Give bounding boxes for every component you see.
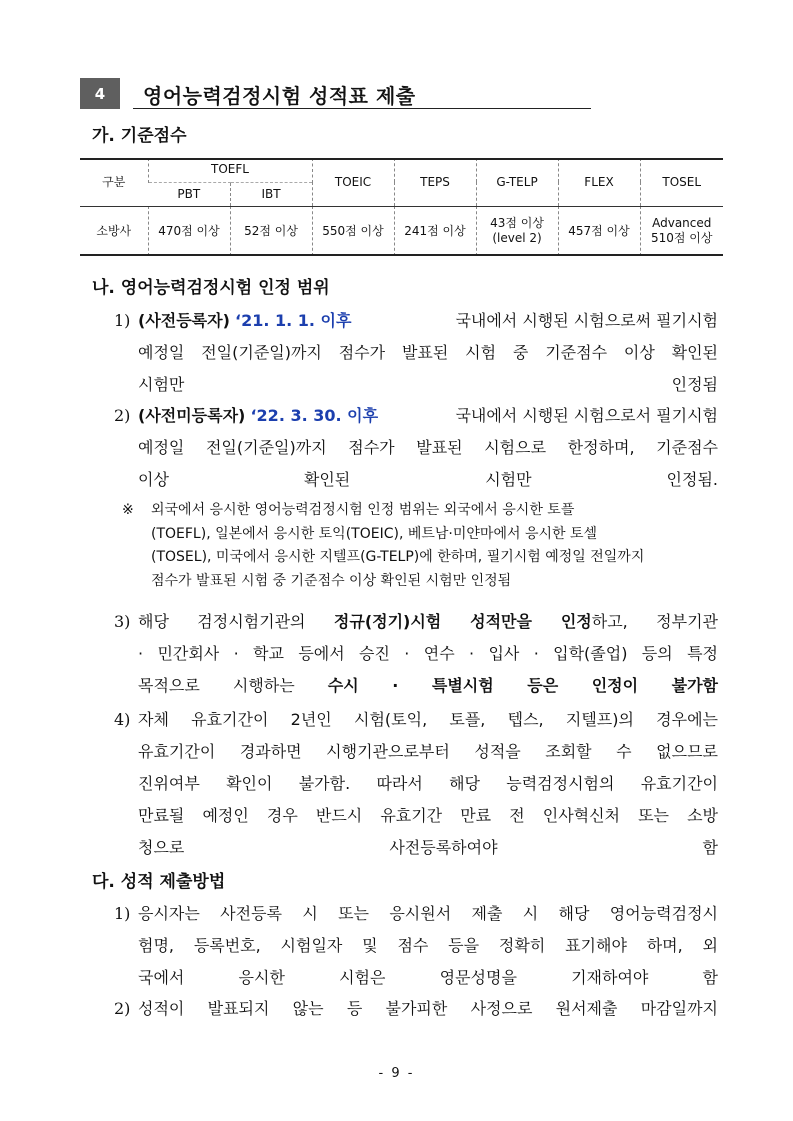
scope-item3-line3-pre: 목적으로 시행하는 (138, 676, 295, 695)
table-header-gubun: 구분 (102, 174, 126, 189)
submission-item2-number: 2) (114, 999, 131, 1018)
subheading-criteria: 가. 기준점수 (92, 126, 187, 146)
scope-note-line2: (TOEFL), 일본에서 응시한 토익(TOEIC), 베트남·미얀마에서 응시한 토셀 (151, 525, 598, 542)
table-header-gtelp: G-TELP (476, 158, 558, 206)
scope-item1-number: 1) (114, 311, 131, 330)
scope-item1 (138, 305, 718, 401)
table-cell-gtelp (476, 206, 558, 256)
table-cell-toeic: 550점 이상 (312, 206, 394, 256)
scope-item4 (138, 704, 718, 864)
table-cell-tosel-score: 510점 이상 (651, 231, 713, 245)
scope-item4-text4: 만료될 예정인 경우 반드시 유효기간 만료 전 인사혁신처 또는 소방 (138, 806, 718, 825)
scope-item4-text5: 청으로 사전등록하여야 함 (138, 838, 718, 857)
section-title: 영어능력검정시험 성적표 제출 (143, 84, 416, 108)
table-cell-ibt: 52점 이상 (230, 206, 312, 256)
table-cell-flex: 457점 이상 (558, 206, 640, 256)
scope-item4-text1: 자체 유효기간이 2년인 시험(토익, 토플, 텝스, 지텔프)의 경우에는 (138, 710, 718, 729)
table-row-label: 소방사 (96, 223, 132, 238)
table-header-toeic: TOEIC (312, 158, 394, 206)
table-header-pbt: PBT (148, 182, 230, 206)
scope-item2-text2: 예정일 전일(기준일)까지 점수가 발표된 시험으로 한정하며, 기준점수 (138, 438, 718, 457)
submission-item1-text2: 험명, 등록번호, 시험일자 및 점수 등을 정확히 표기해야 하며, 외 (138, 936, 718, 955)
table-header-flex: FLEX (558, 158, 640, 206)
scope-item3-pre: 해당 검정시험기관의 (138, 612, 306, 631)
table-header-tosel: TOSEL (640, 158, 723, 206)
table-top-rule (80, 158, 723, 160)
submission-item1 (138, 898, 718, 994)
scope-item1-date: ‘21. 1. 1. 이후 (235, 311, 352, 330)
page-number: - 9 - (378, 1066, 415, 1081)
subheading-scope: 나. 영어능력검정시험 인정 범위 (92, 278, 330, 298)
scope-note-line1: 외국에서 응시한 영어능력검정시험 인정 범위는 외국에서 응시한 토플 (151, 502, 575, 518)
scope-item4-text3: 진위여부 확인이 불가함. 따라서 해당 능력검정시험의 유효기간이 (138, 774, 718, 793)
scope-item1-label: (사전등록자) (138, 311, 230, 330)
scope-item2-label: (사전미등록자) (138, 406, 246, 425)
scope-item4-number: 4) (114, 710, 131, 729)
scope-note-line4: 점수가 발표된 시험 중 기준점수 이상 확인된 시험만 인정됨 (151, 572, 512, 589)
submission-item2 (138, 993, 718, 1025)
scope-item3-text2: · 민간회사 · 학교 등에서 승진 · 연수 · 입사 · 입학(졸업) 등의 특정 (138, 644, 718, 663)
table-cell-pbt: 470점 이상 (148, 206, 230, 256)
table-header-teps: TEPS (394, 158, 476, 206)
table-cell-tosel-level: Advanced (652, 216, 712, 230)
submission-item1-text3: 국에서 응시한 시험은 영문성명을 기재하여야 함 (138, 968, 718, 987)
table-cell-gtelp-level: (level 2) (492, 231, 542, 245)
subheading-submission: 다. 성적 제출방법 (92, 872, 226, 892)
scope-item4-text2: 유효기간이 경과하면 시행기관으로부터 성적을 조회할 수 없으므로 (138, 742, 718, 761)
table-header-rule (80, 206, 723, 207)
submission-item1-number: 1) (114, 904, 131, 923)
scope-item2-text1: 국내에서 시행된 시험으로서 필기시험 (455, 406, 718, 425)
scope-item1-text3: 시험만 인정됨 (138, 375, 718, 394)
table-header-toefl: TOEFL (148, 158, 312, 182)
section-title-rule (133, 108, 591, 109)
table-cell-tosel (640, 206, 723, 256)
scope-item2-text3: 이상 확인된 시험만 인정됨. (138, 470, 718, 489)
table-bottom-rule (80, 254, 723, 256)
scope-note-mark: ※ (122, 502, 134, 518)
scope-item3-number: 3) (114, 612, 131, 631)
table-cell-gtelp-score: 43점 이상 (490, 216, 544, 230)
table-cell-teps: 241점 이상 (394, 206, 476, 256)
scope-item3-line3-bold: 수시 · 특별시험 등은 인정이 불가함 (327, 676, 718, 695)
scope-note-line3: (TOSEL), 미국에서 응시한 지텔프(G-TELP)에 한하며, 필기시험 예정일 전일까지 (151, 549, 645, 565)
scope-item3 (138, 606, 718, 702)
submission-item1-text1: 응시자는 사전등록 시 또는 응시원서 제출 시 해당 영어능력검정시 (138, 904, 718, 923)
section-number-badge: 4 (80, 78, 120, 109)
submission-item2-text1: 성적이 발표되지 않는 등 불가피한 사정으로 원서제출 마감일까지 (138, 999, 718, 1018)
scope-item3-post: 하고, 정부기관 (591, 612, 718, 631)
scope-item2-number: 2) (114, 406, 131, 425)
scope-item1-text2: 예정일 전일(기준일)까지 점수가 발표된 시험 중 기준점수 이상 확인된 (138, 343, 718, 362)
scope-item3-bold: 정규(정기)시험 성적만을 인정 (333, 612, 592, 631)
scope-item2 (138, 400, 718, 496)
scope-item2-date: ‘22. 3. 30. 이후 (250, 406, 379, 425)
scope-item1-text1: 국내에서 시행된 시험으로써 필기시험 (455, 311, 718, 330)
table-header-ibt: IBT (230, 182, 312, 206)
criteria-score-table (80, 158, 723, 256)
scope-note (151, 499, 718, 593)
